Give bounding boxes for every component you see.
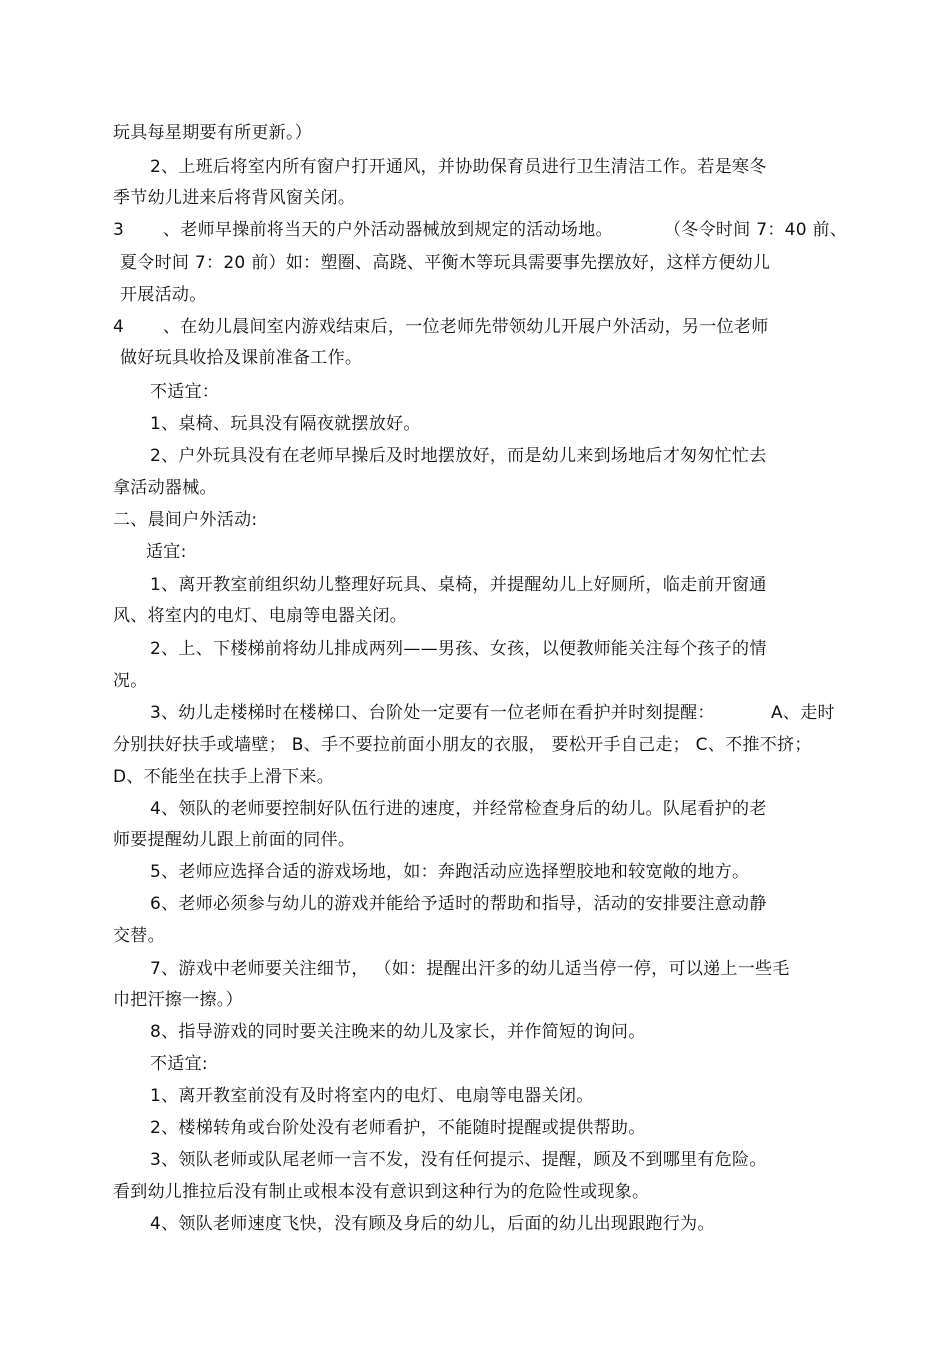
text-line: 8、指导游戏的同时要关注晚来的幼儿及家长，并作简短的询问。 (150, 1022, 646, 1042)
text-line: 1、离开教室前组织幼儿整理好玩具、桌椅，并提醒幼儿上好厕所，临走前开窗通 (150, 575, 767, 595)
item-number: 3 (113, 220, 125, 240)
text-line: 2、上班后将室内所有窗户打开通风，并协助保育员进行卫生清洁工作。若是寒冬 (150, 157, 767, 177)
text-line: 看到幼儿推拉后没有制止或根本没有意识到这种行为的危险性或现象。 (113, 1182, 650, 1202)
text-line: 2、楼梯转角或台阶处没有老师看护，不能随时提醒或提供帮助。 (150, 1118, 646, 1138)
text-line: 况。 (113, 671, 148, 691)
text-line: 开展活动。 (120, 285, 207, 305)
subheading: 不适宜： (150, 382, 220, 402)
text-line: 2、上、下楼梯前将幼儿排成两列——男孩、女孩，以便教师能关注每个孩子的情 (150, 639, 767, 659)
text-line: 6、老师必须参与幼儿的游戏并能给予适时的帮助和指导，活动的安排要注意动静 (150, 894, 767, 914)
text-line: 拿活动器械。 (113, 478, 217, 498)
text-line: 5、老师应选择合适的游戏场地，如：奔跑活动应选择塑胶地和较宽敞的地方。 (150, 862, 750, 882)
item-text-tail: A、走时 (771, 703, 835, 723)
text-line: 夏令时间 7：20 前）如：塑圈、高跷、平衡木等玩具需要事先摆放好，这样方便幼儿 (120, 253, 771, 273)
text-line: 季节幼儿进来后将背风窗关闭。 (113, 188, 356, 208)
item-text-tail: （冬令时间 7：40 前、 (664, 220, 848, 240)
text-line: 2、户外玩具没有在老师早操后及时地摆放好，而是幼儿来到场地后才匆匆忙忙去 (150, 446, 767, 466)
text-line: 4、领队的老师要控制好队伍行进的速度，并经常检查身后的幼儿。队尾看护的老 (150, 799, 767, 819)
text-line: 3、领队老师或队尾老师一言不发，没有任何提示、提醒，顾及不到哪里有危险。 (150, 1150, 767, 1170)
item-text: 3、幼儿走楼梯时在楼梯口、台阶处一定要有一位老师在看护并时刻提醒： (150, 703, 715, 723)
text-line: 玩具每星期要有所更新。） (113, 123, 313, 143)
text-line: 分别扶好扶手或墙壁； B、手不要拉前面小朋友的衣服， 要松开手自己走； C、不推不挤； (113, 735, 812, 755)
text-line: 4、领队老师速度飞快，没有顾及身后的幼儿，后面的幼儿出现跟跑行为。 (150, 1214, 715, 1234)
text-line: 师要提醒幼儿跟上前面的同伴。 (113, 830, 356, 850)
text-line: 巾把汗擦一擦。） (113, 990, 243, 1010)
text-line: 做好玩具收拾及课前准备工作。 (120, 348, 363, 368)
text-line: 风、将室内的电灯、电扇等电器关闭。 (113, 606, 408, 626)
text-line: D、不能坐在扶手上滑下来。 (113, 767, 334, 787)
subheading: 适宜: (146, 542, 187, 562)
section-heading: 二、晨间户外活动: (113, 510, 258, 530)
item-text: 、老师早操前将当天的户外活动器械放到规定的活动场地。 (163, 220, 613, 240)
item-number: 4 (113, 317, 125, 337)
text-line: 1、离开教室前没有及时将室内的电灯、电扇等电器关闭。 (150, 1086, 594, 1106)
item-text: 、在幼儿晨间室内游戏结束后，一位老师先带领幼儿开展户外活动，另一位老师 (163, 317, 769, 337)
text-line: 1、桌椅、玩具没有隔夜就摆放好。 (150, 414, 421, 434)
text-line: 7、游戏中老师要关注细节， （如：提醒出汗多的幼儿适当停一停，可以递上一些毛 (150, 959, 790, 979)
subheading: 不适宜: (150, 1054, 208, 1074)
text-line: 交替。 (113, 926, 165, 946)
